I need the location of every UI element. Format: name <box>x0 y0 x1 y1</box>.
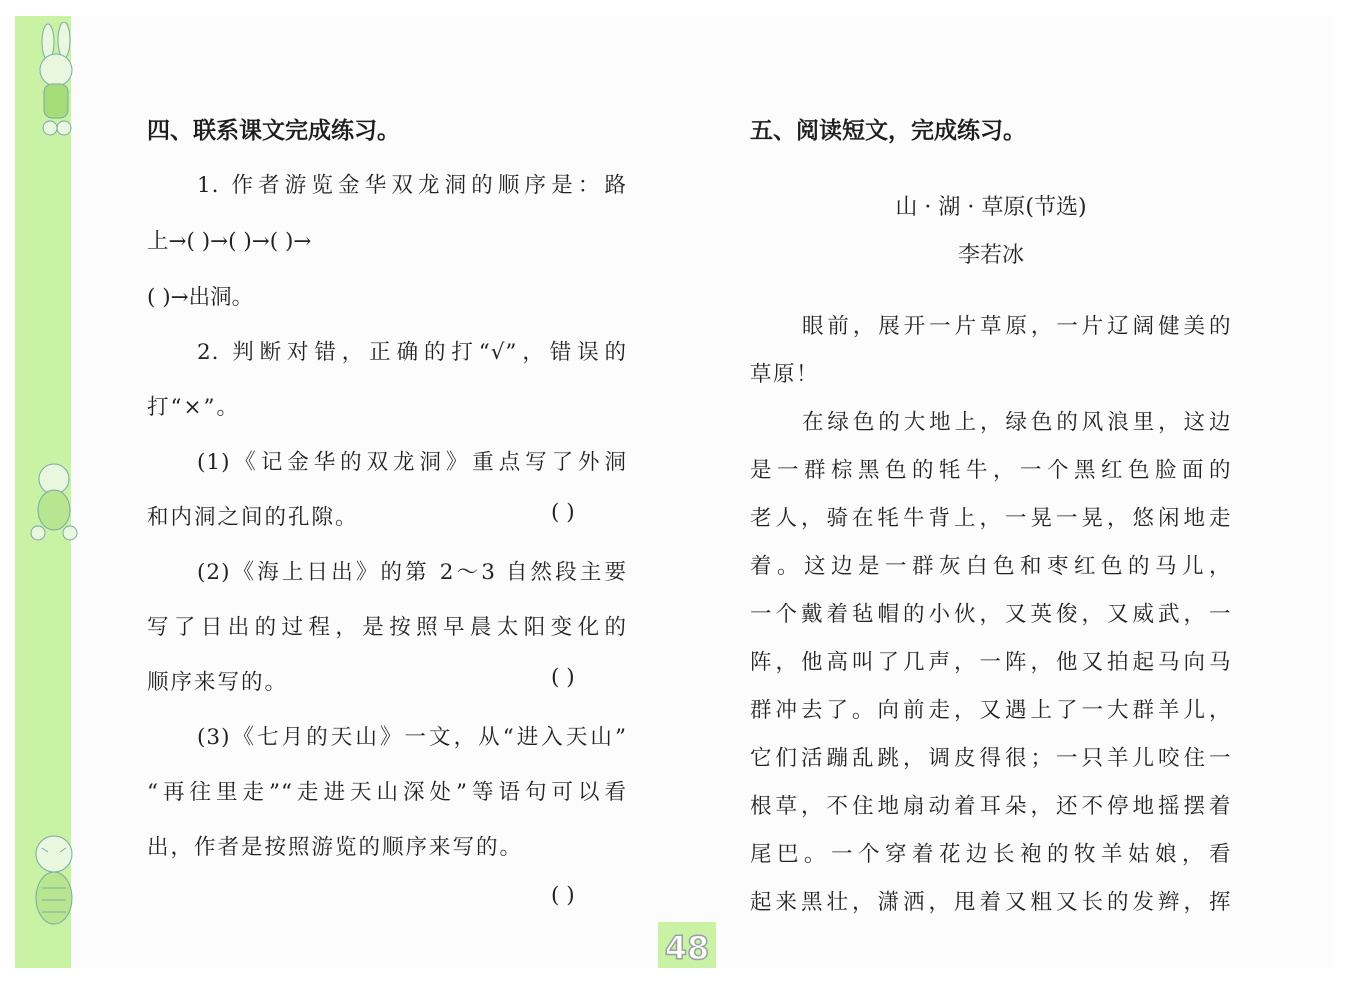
s2-line2: 写了日出的过程，是按照早晨太阳变化的 <box>147 615 627 640</box>
passage-line: 在绿色的大地上，绿色的风浪里，这边 <box>802 410 1232 435</box>
passage-line: 着。这边是一群灰白色和枣红色的马儿， <box>750 554 1232 579</box>
s1-line2: 和内洞之间的孔隙。 <box>147 505 359 530</box>
q2-line2: 打“×”。 <box>147 395 240 420</box>
passage-line: 老人，骑在牦牛背上，一晃一晃，悠闲地走 <box>750 506 1232 531</box>
section-five-heading: 五、阅读短文，完成练习。 <box>750 118 1026 144</box>
passage-line: 阵，他高叫了几声，一阵，他又拍起马向马 <box>750 650 1232 675</box>
q2-line1: 2. 判断对错，正确的打“√”，错误的 <box>197 340 627 365</box>
section-four-heading: 四、联系课文完成练习。 <box>147 118 400 144</box>
workbook-page <box>15 16 1333 968</box>
passage-line: 一个戴着毡帽的小伙，又英俊，又威武，一 <box>750 602 1232 627</box>
passage-line: 草原！ <box>750 362 820 387</box>
s3-answer-paren[interactable]: ( ) <box>551 883 575 908</box>
passage-author: 李若冰 <box>957 243 1024 268</box>
tiger-mascot-icon <box>18 828 92 943</box>
passage-title: 山 · 湖 · 草原(节选) <box>895 195 1087 220</box>
passage-line: 尾巴。一个穿着花边长袍的牧羊姑娘，看 <box>750 842 1232 867</box>
s3-line2: “再往里走”“走进天山深处”等语句可以看 <box>147 780 627 805</box>
passage-line: 起来黑壮，潇洒，甩着又粗又长的发辫，挥 <box>750 890 1232 915</box>
s2-line1: (2)《海上日出》的第 2～3 自然段主要 <box>197 560 627 585</box>
passage-line: 是一群棕黑色的牦牛，一个黑红色脸面的 <box>750 458 1232 483</box>
passage-line: 它们活蹦乱跳，调皮得很；一只羊儿咬住一 <box>750 746 1232 771</box>
rabbit-mascot-icon <box>18 22 92 142</box>
q1-line1: 1. 作者游览金华双龙洞的顺序是：路 <box>197 173 627 198</box>
passage-line: 眼前，展开一片草原，一片辽阔健美的 <box>802 314 1232 339</box>
s2-answer-paren[interactable]: ( ) <box>551 665 575 690</box>
s1-answer-paren[interactable]: ( ) <box>551 500 575 525</box>
s3-line3: 出，作者是按照游览的顺序来写的。 <box>147 835 524 860</box>
s1-line1: (1)《记金华的双龙洞》重点写了外洞 <box>197 450 627 475</box>
page-number: 48 <box>658 922 716 968</box>
q1-line2: 上→( )→( )→( )→ <box>147 229 312 254</box>
s3-line1: (3)《七月的天山》一文，从“进入天山” <box>197 725 627 750</box>
cartoon-animal-icon <box>18 455 92 545</box>
passage-line: 根草，不住地扇动着耳朵，还不停地摇摆着 <box>750 794 1232 819</box>
passage-line: 群冲去了。向前走，又遇上了一大群羊儿， <box>750 698 1232 723</box>
s2-line3: 顺序来写的。 <box>147 670 289 695</box>
q1-line3: ( )→出洞。 <box>147 285 254 310</box>
